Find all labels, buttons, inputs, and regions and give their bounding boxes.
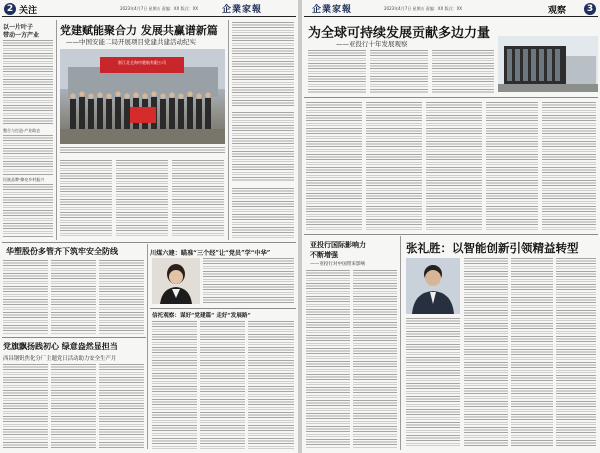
left-mid-headline-2: 川煤六建：瞄准“三个经”让“党员”学“中华” [150, 250, 271, 257]
right-mid-subheadline: ——亚投行对中国带来影响 [310, 262, 366, 267]
right-body-col-5 [542, 102, 596, 230]
sidebar-text-1 [3, 40, 53, 126]
zhang-col-2 [464, 258, 508, 448]
right-page-number: 3 [584, 3, 596, 15]
right-bottom-col-1 [152, 321, 197, 449]
right-mid-headline-1: 亚投行国际影响力 [310, 240, 366, 249]
right-bottom-col-2 [200, 321, 245, 449]
right-body-col-2 [366, 102, 422, 230]
left-right-col-text-2 [232, 112, 294, 182]
group-photo-banner-text: 浙江北仑海中港航有限公司 [118, 60, 166, 65]
mid-text-col-3 [99, 260, 144, 334]
sidebar-sub-2: 民族品牌·擦亮乡村振兴 [3, 177, 45, 182]
building-figure [498, 36, 598, 92]
zhang-col-3 [511, 258, 553, 448]
zhang-col-1 [406, 318, 460, 448]
right-big-headline: 张礼胜：以智能创新引领精益转型 [406, 241, 579, 255]
portrait-side-text [203, 258, 294, 304]
left-page [0, 0, 298, 453]
photo-caption [60, 147, 225, 155]
left-page-number: 2 [4, 3, 16, 15]
right-lead-col-3 [432, 50, 494, 94]
left-right-small-headline: 信托观察：谋好“党建篇” 走好“发展路” [152, 313, 251, 319]
sidebar-title-2: 带动一方产业 [3, 32, 40, 39]
left-article-col-1 [60, 160, 112, 238]
right-body-col-4 [486, 102, 538, 230]
right-page [302, 0, 600, 453]
bottom-text-col-2 [51, 364, 96, 449]
bottom-text-col-3 [99, 364, 144, 449]
right-dateline: 2023年4月7日 星期五 责编：XX 版式：XX [384, 6, 463, 11]
portrait-photo [152, 258, 200, 304]
left-bottom-subheadline: 西昌钢钒焦化分厂主题党日活动助力安全生产月 [3, 356, 117, 362]
mid-text-col-2 [51, 260, 96, 334]
left-logo: 企業家報 [222, 5, 263, 15]
right-body-col-1 [306, 102, 362, 230]
right-lead-col-2 [370, 50, 428, 94]
zhang-figure [406, 258, 460, 314]
right-mid-headline-2: 不断增强 [310, 250, 338, 259]
left-section-title: 关注 [19, 6, 38, 16]
left-main-subheadline: ——中国安能二局开展项目党建共建活动纪实 [66, 38, 196, 46]
left-right-col-text-3 [232, 188, 294, 238]
left-bottom-headline: 党旗飘扬践初心 绿意盎然显担当 [3, 341, 118, 351]
sidebar-text-2 [3, 135, 53, 175]
right-logo: 企業家報 [312, 5, 353, 15]
right-lead-col-1 [308, 50, 366, 94]
right-masthead [304, 2, 598, 17]
right-bottom-col-3 [248, 321, 294, 449]
sidebar-sub-1: 整合与打造·产业助农 [3, 128, 41, 133]
sidebar-text-3 [3, 184, 53, 238]
building-photo [498, 36, 598, 92]
left-article-col-2 [116, 160, 168, 238]
left-mid-headline-1: 华塑股份多管齐下筑牢安全防线 [6, 246, 118, 256]
left-right-col-text-1 [232, 22, 294, 106]
sidebar-title-1: 以一片叶子 [3, 24, 34, 31]
zhang-portrait [406, 258, 460, 314]
right-main-subheadline: ——亚投行十年发展观察 [336, 40, 408, 48]
zhang-col-4 [556, 258, 596, 448]
group-photo [60, 49, 225, 144]
left-main-headline: 党建赋能聚合力 发展共赢谱新篇 [60, 24, 218, 37]
left-masthead [2, 2, 296, 17]
right-main-headline: 为全球可持续发展贡献多边力量 [308, 26, 491, 41]
bottom-text-col-1 [3, 364, 48, 449]
right-section-title: 观察 [548, 6, 567, 16]
left-dateline: 2023年4月7日 星期五 责编：XX 版式：XX [120, 6, 199, 11]
right-body-col-3 [426, 102, 482, 230]
portrait-figure [152, 258, 200, 304]
left-article-col-3 [172, 160, 224, 238]
right-lower-col-2 [353, 270, 397, 448]
right-lower-col-1 [306, 270, 350, 448]
mid-text-col-1 [3, 260, 48, 334]
